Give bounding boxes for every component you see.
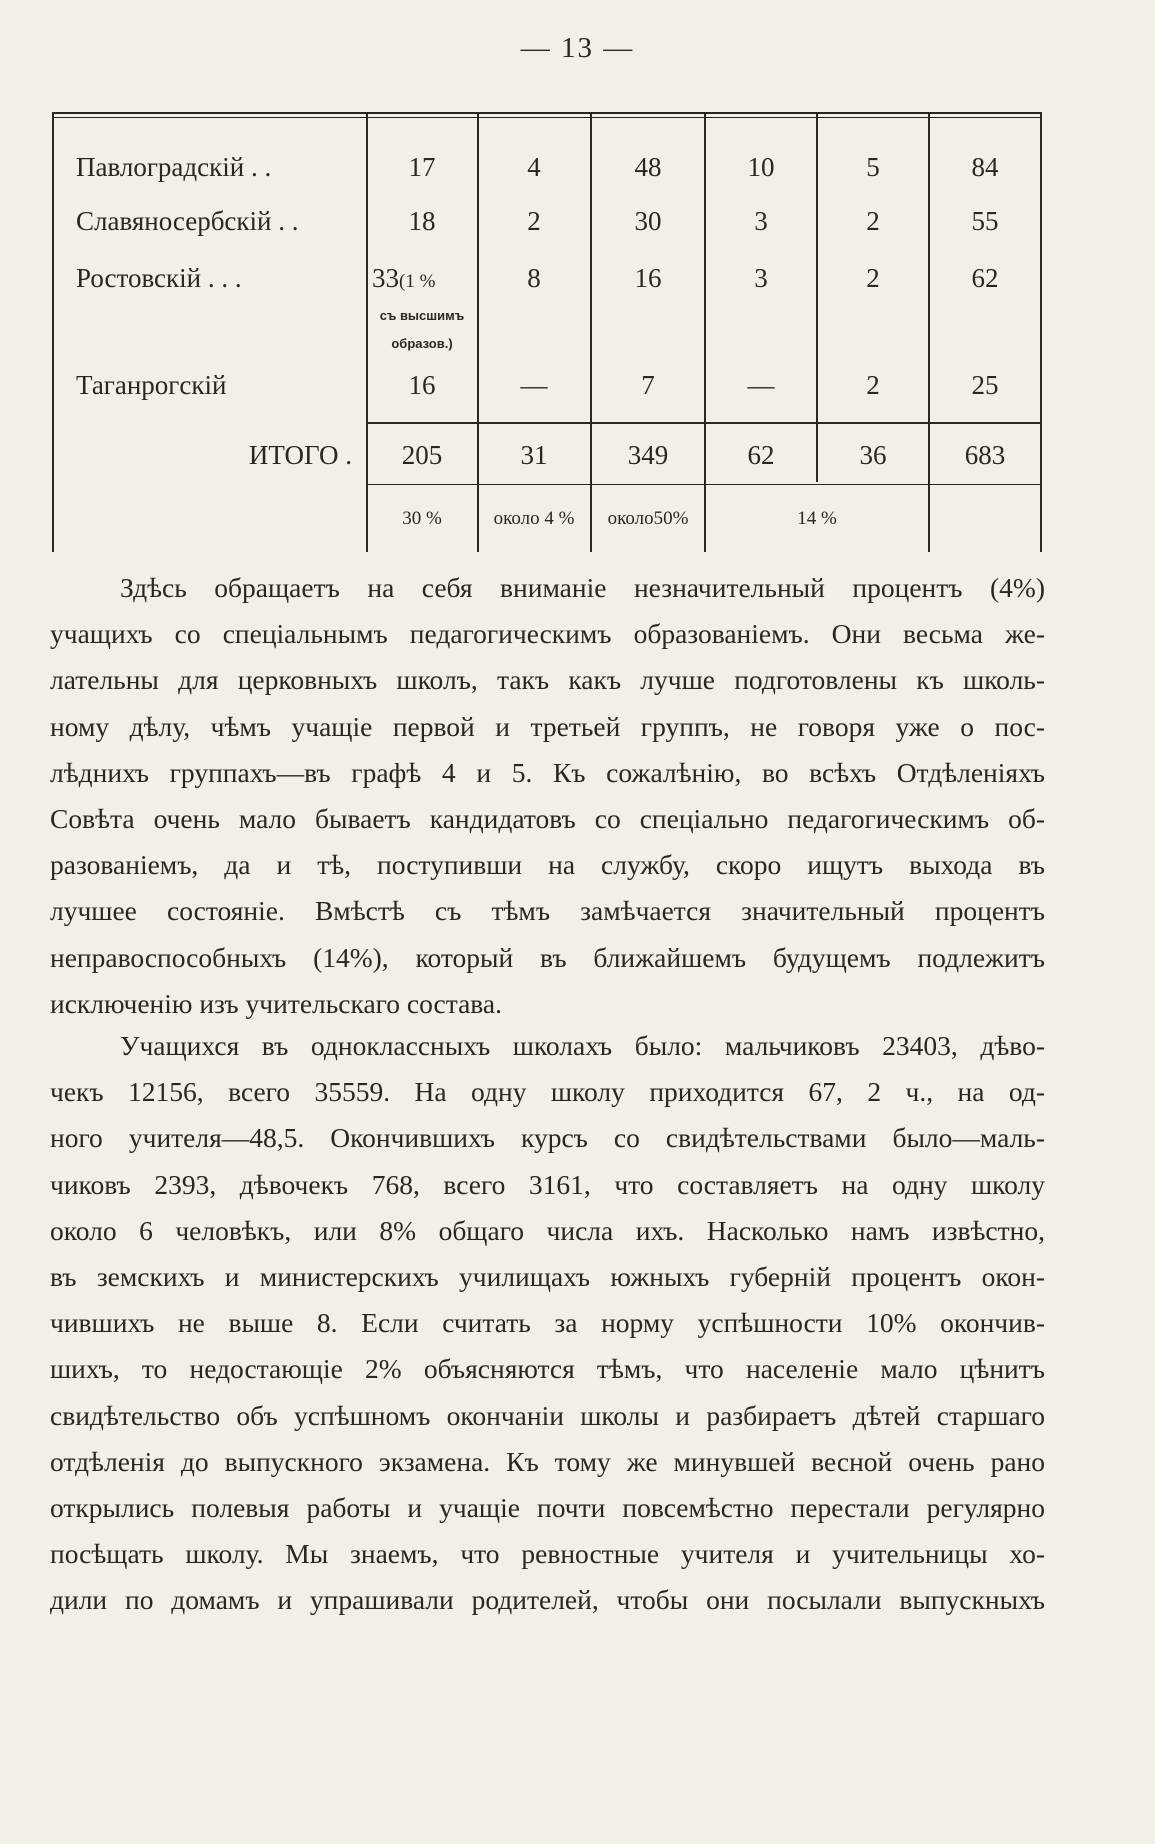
cell: — (747, 370, 775, 400)
text-line: лучшее состояніе. Вмѣстѣ съ тѣмъ замѣчается значительный процентъ (50, 895, 1045, 927)
text-line: ному дѣлу, чѣмъ учащіе первой и третьей группъ, не говоря уже о пос- (50, 710, 1045, 742)
text-line: Учащихся въ одноклассныхъ школахъ было: мальчиковъ 23403, дѣво- (120, 1030, 1045, 1061)
cell: 30 (634, 206, 662, 236)
cell: 3 (754, 206, 768, 236)
row-name: Ростовскій . . . (76, 263, 242, 293)
cell: 48 (634, 152, 662, 182)
cell: 25 (971, 370, 999, 400)
total-cell: 36 (859, 440, 887, 470)
cell: — (520, 370, 548, 400)
row-name: Славяносербскій . . (76, 206, 299, 236)
text-line: открылись полевыя работы и учащіе почти повсемѣстно перестали регулярно (50, 1491, 1045, 1523)
text-line: въ земскихъ и министерскихъ училищахъ южныхъ губерній процентъ окон- (50, 1260, 1045, 1292)
text-line: дили по домамъ и упрашивали родителей, чтобы они посылали выпускныхъ (50, 1584, 1045, 1616)
cell-value: 33 (372, 263, 399, 293)
cell-note: съ высшимъ (379, 308, 465, 323)
table-right-border (1040, 112, 1042, 552)
cell-note: образов.) (391, 336, 453, 351)
cell: 10 (747, 152, 775, 182)
cell: 8 (527, 263, 541, 293)
text-line: Здѣсь обращаетъ на себя вниманіе незначительный процентъ (4%) (120, 572, 1045, 603)
cell: 84 (971, 152, 999, 182)
cell: 55 (971, 206, 999, 236)
cell: 2 (866, 206, 880, 236)
text-line: свидѣтельство объ успѣшномъ окончаніи школы и разбираетъ дѣтей старшаго (50, 1399, 1045, 1431)
statistics-table (52, 112, 1042, 552)
cell: 5 (866, 152, 880, 182)
text-line: шихъ, то недостающіе 2% объясняются тѣмъ, что населеніе мало цѣнитъ (50, 1353, 1045, 1385)
text-line: отдѣленія до выпускного экзамена. Къ тому же минувшей весной очень рано (50, 1445, 1045, 1477)
text-line: чекъ 12156, всего 35559. На одну школу приходится 67, 2 ч., на од- (50, 1076, 1045, 1108)
cell: 4 (527, 152, 541, 182)
percent-cell: 30 % (402, 508, 442, 529)
total-cell: 683 (964, 440, 1006, 470)
paragraph-1 (50, 565, 1045, 1027)
row-name: Таганрогскій (76, 370, 227, 400)
percent-cell: около50% (607, 508, 689, 529)
text-line: ного учителя—48,5. Окончившихъ курсъ со свидѣтельствами было—маль- (50, 1122, 1045, 1154)
cell: 2 (866, 370, 880, 400)
text-line: около 6 человѣкъ, или 8% общаго числа ихъ. Насколько намъ извѣстно, (50, 1214, 1045, 1246)
text-line: учащихъ со спеціальнымъ педагогическимъ образованіемъ. Они весьма же- (50, 618, 1045, 650)
table-top-rule-thin (52, 117, 1042, 118)
cell-note: (1 % (399, 271, 436, 292)
cell: 2 (866, 263, 880, 293)
text-line: лательны для церковныхъ школъ, такъ какъ лучше подготовлены къ школь- (50, 664, 1045, 696)
percent-cell: около 4 % (493, 508, 575, 529)
text-line: чившихъ не выше 8. Если считать за норму успѣшности 10% окончив- (50, 1307, 1045, 1339)
page-number: — 13 — (520, 32, 635, 64)
text-line: посѣщать школу. Мы знаемъ, что ревностные учителя и учительницы хо- (50, 1538, 1045, 1570)
table-left-border (52, 112, 54, 552)
percent-cell: 14 % (797, 508, 837, 529)
cell: 18 (408, 206, 436, 236)
text-line: лѣднихъ группахъ—въ графѣ 4 и 5. Къ сожалѣнію, во всѣхъ Отдѣленіяхъ (50, 756, 1045, 788)
cell: 16 (408, 370, 436, 400)
cell: 62 (971, 263, 999, 293)
cell: 7 (641, 370, 655, 400)
row-name: Павлоградскій . . (76, 152, 272, 182)
total-cell: 62 (747, 440, 775, 470)
cell (372, 263, 435, 297)
cell: 3 (754, 263, 768, 293)
text-line: исключенію изъ учительскаго состава. (50, 987, 502, 1019)
text-line: неправоспособныхъ (14%), который въ ближайшемъ будущемъ подлежитъ (50, 941, 1045, 973)
text-line: Совѣта очень мало бываетъ кандидатовъ со спеціально педагогическимъ об- (50, 802, 1045, 834)
table-top-rule (52, 112, 1042, 114)
total-label: ИТОГО . (248, 440, 352, 470)
text-line: чиковъ 2393, дѣвочекъ 768, всего 3161, что составляетъ на одну школу (50, 1168, 1045, 1200)
total-cell: 205 (401, 440, 443, 470)
paragraph-2 (50, 1023, 1045, 1623)
total-cell: 31 (520, 440, 548, 470)
cell: 17 (408, 152, 436, 182)
total-cell: 349 (627, 440, 669, 470)
cell: 2 (527, 206, 541, 236)
text-line: разованіемъ, да и тѣ, поступивши на службу, скоро ищутъ выхода въ (50, 849, 1045, 881)
cell: 16 (634, 263, 662, 293)
